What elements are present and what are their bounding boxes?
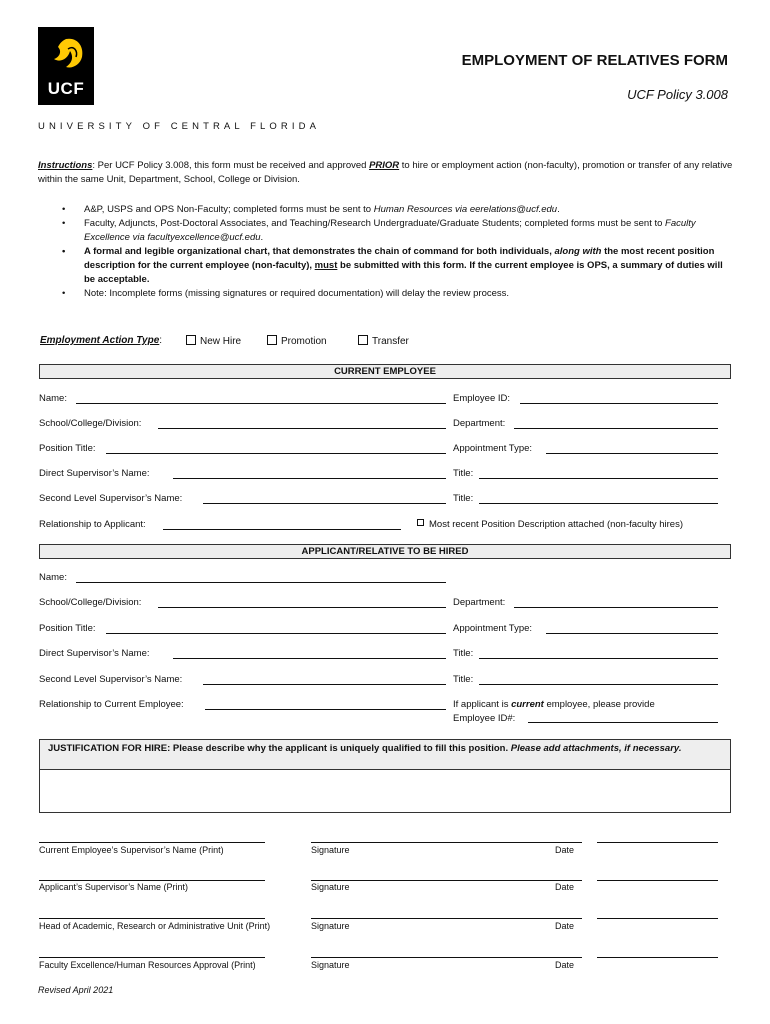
instructions-list xyxy=(62,203,732,301)
sig2-signature-line[interactable] xyxy=(311,880,582,881)
ce-appointment-label: Appointment Type: xyxy=(453,443,533,454)
bullet-text: Note: Incomplete forms (missing signatures or required documentation) will delay the review process. xyxy=(84,288,510,299)
justification-text: JUSTIFICATION FOR HIRE: Please describe why the applicant is uniquely qualified to fill this position. xyxy=(48,743,511,754)
checkbox-icon xyxy=(186,335,196,345)
ce-second-supervisor-field[interactable] xyxy=(203,503,446,504)
ce-relationship-label: Relationship to Applicant: xyxy=(39,519,146,530)
ce-employee-id-label: Employee ID: xyxy=(453,393,511,404)
ce-direct-supervisor-field[interactable] xyxy=(173,478,446,479)
sig3-signature-label: Signature xyxy=(311,921,350,931)
position-desc-checkbox[interactable] xyxy=(417,519,683,530)
ce-school-field[interactable] xyxy=(158,428,446,429)
action-type-label: Employment Action Type xyxy=(40,335,160,346)
sig1-name-label: Current Employee’s Supervisor’s Name (Print) xyxy=(39,845,224,855)
ap-title2-field[interactable] xyxy=(479,684,718,685)
checkbox-icon xyxy=(417,519,424,526)
sig1-date-line[interactable] xyxy=(597,842,718,843)
faculty-email-link[interactable]: Faculty Excellence via facultyexcellence@ucf.edu xyxy=(84,218,696,243)
instructions-label: Instructions xyxy=(38,160,93,171)
text: If applicant is xyxy=(453,699,512,710)
list-item xyxy=(62,287,732,301)
ap-second-supervisor-field[interactable] xyxy=(203,684,446,685)
instructions-text-cont: to hire or employment action (non-faculty), promotion or transfer of any relative within the same Unit, Department, School, College or Division. xyxy=(38,160,733,185)
ce-name-field[interactable] xyxy=(76,403,446,404)
text-emphasis: current xyxy=(511,699,544,710)
bullet-text: A&P, USPS and OPS Non-Faculty; completed forms must be sent to xyxy=(84,204,374,215)
sig4-name-label: Faculty Excellence/Human Resources Approval (Print) xyxy=(39,960,256,970)
list-item xyxy=(62,217,732,245)
ce-title2-field[interactable] xyxy=(479,503,718,504)
current-employee-header: CURRENT EMPLOYEE xyxy=(39,364,731,379)
ce-title2-label: Title: xyxy=(453,493,474,504)
promotion-checkbox[interactable] xyxy=(267,335,327,347)
new-hire-checkbox[interactable] xyxy=(186,335,241,347)
sig3-name-line[interactable] xyxy=(39,918,265,919)
ap-department-label: Department: xyxy=(453,597,506,608)
ce-second-supervisor-label: Second Level Supervisor’s Name: xyxy=(39,493,183,504)
sig1-date-label: Date xyxy=(555,845,575,855)
instructions-text: : Per UCF Policy 3.008, this form must be received and approved xyxy=(92,160,370,171)
ap-direct-supervisor-field[interactable] xyxy=(173,658,446,659)
sig4-signature-label: Signature xyxy=(311,960,350,970)
ap-title1-label: Title: xyxy=(453,648,474,659)
checkbox-icon xyxy=(358,335,368,345)
ap-direct-supervisor-label: Direct Supervisor’s Name: xyxy=(39,648,150,659)
ap-school-label: School/College/Division: xyxy=(39,597,142,608)
pegasus-icon xyxy=(38,29,94,85)
policy-number: UCF Policy 3.008 xyxy=(627,87,728,102)
sig3-signature-line[interactable] xyxy=(311,918,582,919)
position-desc-label: Most recent Position Description attached (non-faculty hires) xyxy=(429,519,683,530)
prior-emphasis: PRIOR xyxy=(369,160,400,171)
bullet-text: be submitted with this form. If the current employee is OPS, a summary of duties will be acceptable. xyxy=(84,260,723,285)
revised-date: Revised April 2021 xyxy=(38,985,114,995)
ap-employee-id-field[interactable] xyxy=(528,722,718,723)
justification-box xyxy=(39,739,731,813)
promotion-label: Promotion xyxy=(281,336,327,347)
ap-employee-id-label: Employee ID#: xyxy=(453,713,516,724)
sig2-name-line[interactable] xyxy=(39,880,265,881)
bullet-emphasis: must xyxy=(314,260,338,271)
list-item xyxy=(62,245,732,287)
sig1-signature-label: Signature xyxy=(311,845,350,855)
ce-name-label: Name: xyxy=(39,393,67,404)
ce-relationship-field[interactable] xyxy=(163,529,401,530)
ce-direct-supervisor-label: Direct Supervisor’s Name: xyxy=(39,468,150,479)
ap-relationship-label: Relationship to Current Employee: xyxy=(39,699,184,710)
ap-position-label: Position Title: xyxy=(39,623,96,634)
sig2-name-label: Applicant’s Supervisor’s Name (Print) xyxy=(39,882,189,892)
sig1-name-line[interactable] xyxy=(39,842,265,843)
checkbox-icon xyxy=(267,335,277,345)
new-hire-label: New Hire xyxy=(200,336,242,347)
text: employee, please provide xyxy=(543,699,655,710)
ap-appointment-label: Appointment Type: xyxy=(453,623,533,634)
hr-email-link[interactable]: Human Resources via eerelations@ucf.edu xyxy=(373,204,558,215)
justification-text-emphasis: Please add attachments, if necessary. xyxy=(510,743,682,754)
list-item xyxy=(62,203,732,217)
justification-header xyxy=(40,740,730,770)
form-title: EMPLOYMENT OF RELATIVES FORM xyxy=(461,52,728,69)
action-type-label-row xyxy=(40,335,162,346)
bullet-text: A formal and legible organizational chart, that demonstrates the chain of command for both individuals, xyxy=(84,246,555,257)
ce-appointment-field[interactable] xyxy=(546,453,718,454)
ap-second-supervisor-label: Second Level Supervisor’s Name: xyxy=(39,674,183,685)
ap-school-field[interactable] xyxy=(158,607,446,608)
ce-position-label: Position Title: xyxy=(39,443,96,454)
ce-department-label: Department: xyxy=(453,418,506,429)
ap-title2-label: Title: xyxy=(453,674,474,685)
sig2-date-line[interactable] xyxy=(597,880,718,881)
bullet-text: Faculty, Adjuncts, Post-Doctoral Associates, and Teaching/Research Undergraduate/Graduate Students; completed forms must be sent to xyxy=(84,218,666,229)
ap-relationship-field[interactable] xyxy=(205,709,446,710)
sig2-signature-label: Signature xyxy=(311,882,350,892)
ap-if-current-text xyxy=(453,699,655,710)
sig2-date-label: Date xyxy=(555,882,575,892)
ap-department-field[interactable] xyxy=(514,607,718,608)
sig3-date-line[interactable] xyxy=(597,918,718,919)
bullet-text: the most recent position description for the current employee (non-faculty), xyxy=(84,246,715,271)
sig4-date-line[interactable] xyxy=(597,957,718,958)
ce-employee-id-field[interactable] xyxy=(520,403,718,404)
transfer-label: Transfer xyxy=(372,336,409,347)
instructions xyxy=(38,159,738,187)
ce-title1-field[interactable] xyxy=(479,478,718,479)
ap-name-label: Name: xyxy=(39,572,67,583)
sig4-name-line[interactable] xyxy=(39,957,265,958)
ap-appointment-field[interactable] xyxy=(546,633,718,634)
sig4-signature-line[interactable] xyxy=(311,957,582,958)
sig4-date-label: Date xyxy=(555,960,575,970)
transfer-checkbox[interactable] xyxy=(358,335,409,347)
sig3-date-label: Date xyxy=(555,921,575,931)
sig3-name-label: Head of Academic, Research or Administrative Unit (Print) xyxy=(39,921,271,931)
action-type-colon: : xyxy=(159,335,163,346)
bullet-text: . xyxy=(557,204,560,215)
university-name: UNIVERSITY OF CENTRAL FLORIDA xyxy=(38,121,321,132)
ucf-logo xyxy=(38,27,94,105)
ap-position-field[interactable] xyxy=(106,633,446,634)
bullet-emphasis: along with xyxy=(554,246,602,257)
ap-title1-field[interactable] xyxy=(479,658,718,659)
logo-text: UCF xyxy=(47,79,85,98)
ce-school-label: School/College/Division: xyxy=(39,418,142,429)
ce-department-field[interactable] xyxy=(514,428,718,429)
sig1-signature-line[interactable] xyxy=(311,842,582,843)
ce-title1-label: Title: xyxy=(453,468,474,479)
justification-input[interactable] xyxy=(40,770,730,814)
ap-name-field[interactable] xyxy=(76,582,446,583)
applicant-header: APPLICANT/RELATIVE TO BE HIRED xyxy=(39,544,731,559)
ce-position-field[interactable] xyxy=(106,453,446,454)
bullet-text: . xyxy=(260,232,264,243)
